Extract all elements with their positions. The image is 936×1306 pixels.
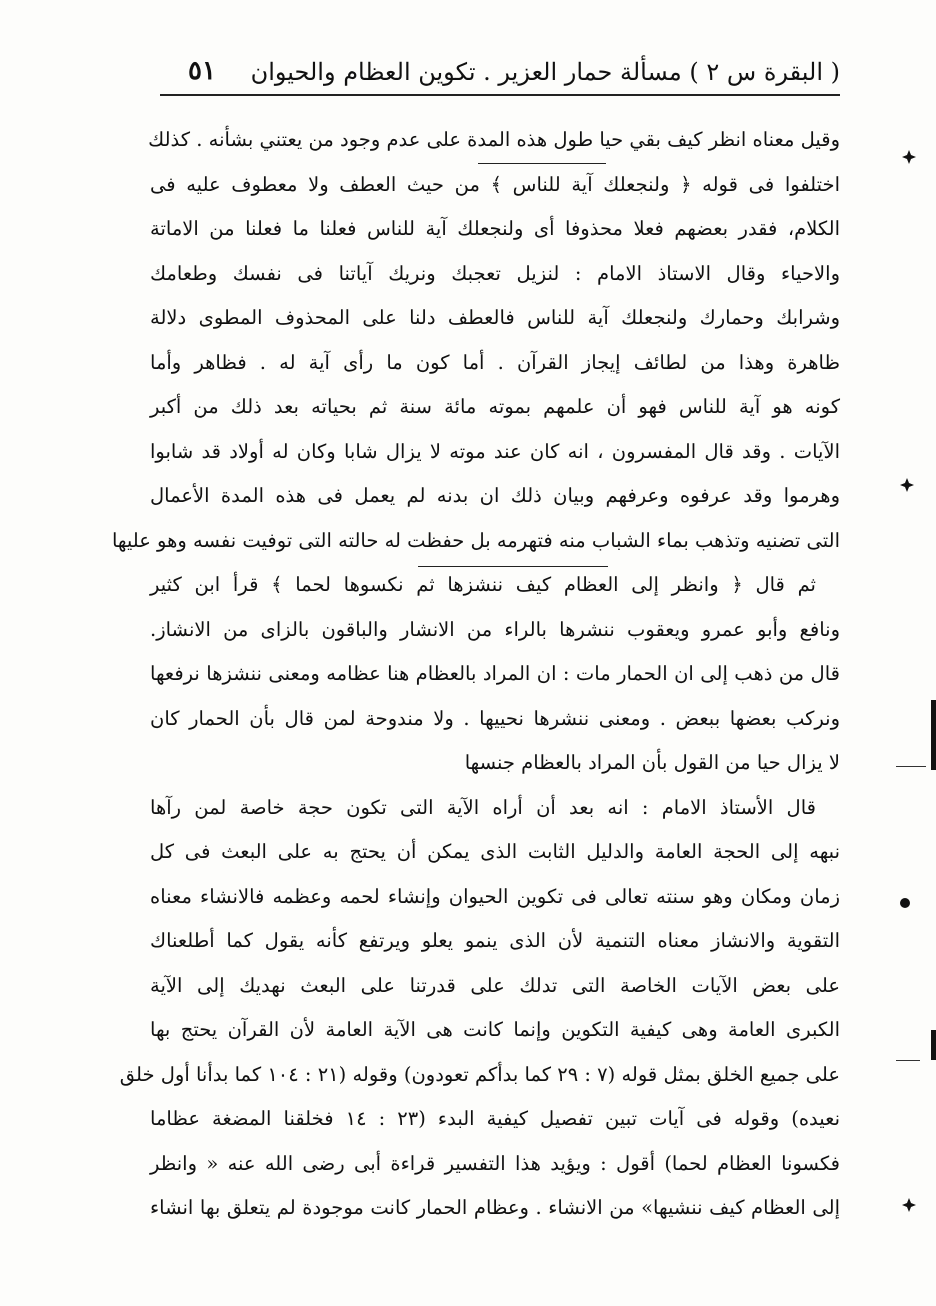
text-line: ظاهرة وهذا من لطائف إيجاز القرآن . أما كون ما رأى آية له . فظاهر وأما [150,350,840,374]
ink-speck-icon [900,478,914,492]
header-title: ( البقرة س ٢ ) مسألة حمار العزير . تكوين العظام والحيوان [250,58,840,86]
page-number: ٥١ [188,56,216,86]
text-line: الكبرى العامة وهى كيفية التكوين وإنما كانت هى الآية العامة لأن القرآن يحتج بها [150,1018,840,1041]
text-line: فكسونا العظام لحما) أقول : ويؤيد هذا التفسير قراءة أبى رضى الله عنه « وانظر [150,1151,840,1175]
text-line: والاحياء وقال الاستاذ الامام : لنزيل تعجبك ونريك آياتنا فى نفسك وطعامك [150,261,840,285]
text-line: قال من ذهب إلى ان الحمار مات : ان المراد بالعظام هنا عظامه ومعنى ننشزها نرفعها [150,662,840,685]
text-line: الكلام، فقدر بعضهم فعلا محذوفا أى ولنجعلك آية للناس فعلنا ما فعلنا من الاماتة [150,217,840,240]
ink-speck-icon [902,150,916,164]
text-line: قال الأستاذ الامام : انه بعد أن أراه الآية التى تكون حجة خاصة لمن رآها [150,795,816,819]
text-line: نعيده) وقوله فى آيات تبين تفصيل كيفية البدء (٢٣ : ١٤ فخلقنا المضغة عظاما [150,1107,840,1130]
text-line: وقيل معناه انظر كيف بقي حيا طول هذه المدة على عدم وجود من يعتني بشأنه . كذلك [148,128,840,151]
text-line: على بعض الآيات الخاصة التى تدلك على قدرتنا على البعث نهديك إلى الآية [150,973,840,997]
ink-speck-icon [898,896,912,910]
text-line: إلى العظام كيف ننشيها» من الانشاء . وعظام الحمار كانت موجودة لم يتعلق بها انشاء [150,1196,840,1219]
text-line: نبهه إلى الحجة العامة والدليل الثابت الذى يمكن أن يحتج به على البعث فى كل [150,840,840,863]
text-line: ونافع وأبو عمرو ويعقوب ننشرها بالراء من الانشار والباقون بالزاى من الانشاز. [150,617,840,641]
text-line: التى تضنيه وتذهب بماء الشباب منه فتهرمه بل حفظت له حالته التى توفيت نفسه وهو عليها [111,528,840,552]
text-line: ثم قال ﴿ وانظر إلى العظام كيف ننشزها ثم نكسوها لحما ﴾ قرأ ابن كثير [150,573,816,596]
text-line: التقوية والانشاز معناه التنمية لأن الذى ينمو يعلو ويرتفع كأنه يقول كما أطلعناك [150,929,840,952]
body-text [111,118,840,1231]
text-line: وشرابك وحمارك ولنجعلك آية للناس فالعطف دلنا على المحذوف المطوى دلالة [150,306,840,329]
underline-mark [418,566,608,567]
text-line: لا يزال حيا من القول بأن المراد بالعظام جنسها [464,751,840,774]
text-line: وهرموا وقد عرفوه وعرفهم وبيان ذلك ان بدنه لم يعمل فى هذه المدة الأعمال [150,484,840,507]
binding-edge-mark [931,1030,936,1060]
text-line: زمان ومكان وهو سنته تعالى فى تكوين الحيوان وإنشاء لحمه وعظمه فالانشاء معناه [150,884,840,908]
margin-dash [896,1060,920,1061]
ink-speck-icon [902,1198,916,1212]
text-line: على جميع الخلق بمثل قوله (٧ : ٢٩ كما بدأكم تعودون) وقوله (٢١ : ١٠٤ كما بدأنا أول خلق [119,1062,840,1086]
text-line: اختلفوا فى قوله ﴿ ولنجعلك آية للناس ﴾ من حيث العطف ولا معطوف عليه فى [150,172,840,196]
text-line: كونه هو آية للناس فهو أن علمهم بموته مائة سنة ثم بحياته بعد ذلك من أكبر [150,395,840,418]
binding-edge-mark [931,700,936,770]
margin-dash [896,766,926,767]
text-line: الآيات . وقد قال المفسرون ، انه كان عند موته لا يزال شابا وكان له أولاد قد شابوا [150,439,840,463]
running-header [160,52,840,96]
header-rule [160,94,840,96]
text-line: ونركب بعضها ببعض . ومعنى ننشرها نحييها . ولا مندوحة لمن قال بأن الحمار كان [150,706,840,730]
underline-mark [478,163,606,164]
